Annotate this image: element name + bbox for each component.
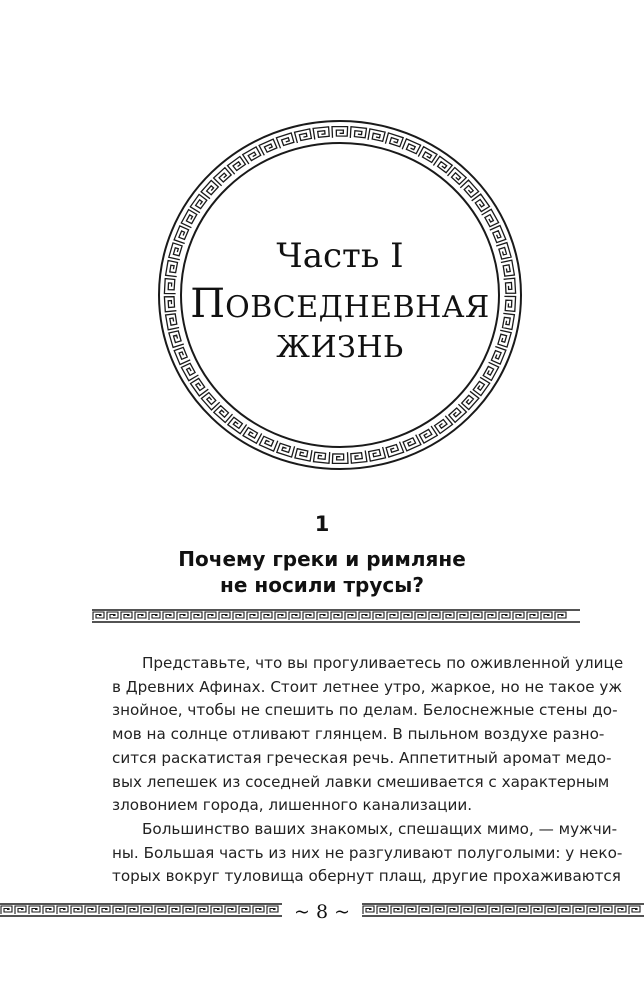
text-line: Большинство ваших знакомых, спешащих мимо, — мужчи- (142, 819, 618, 838)
chapter-number: 1 (314, 512, 330, 536)
text-line: зловонием города, лишенного канализации. (112, 796, 473, 815)
text-line: ны. Большая часть из них не разгуливают полуголыми: у неко- (112, 843, 623, 862)
chapter-title (0, 546, 644, 598)
text-line: торых вокруг туловища обернут плащ, другие прохаживаются (112, 867, 621, 886)
greek-key-divider (92, 609, 580, 623)
part-title-initial: П (190, 281, 226, 327)
chapter-title-line2: не носили трусы? (220, 573, 424, 597)
text-line: Представьте, что вы прогуливаетесь по оживленной улице (142, 654, 624, 672)
text-line: знойное, чтобы не спешить по делам. Белоснежные стены до- (112, 701, 618, 720)
part-title-line2: ЖИЗНЬ (276, 330, 404, 365)
text-line: вых лепешек из соседней лавки смешивается с характерным (112, 772, 610, 791)
part-label: Часть I (276, 236, 404, 276)
greek-key-footer-right (362, 903, 644, 917)
text-line: в Древних Афинах. Стоит летнее утро, жаркое, но не такое уж (112, 677, 623, 696)
part-title-line1 (152, 280, 528, 332)
page-number: ~ 8 ~ (293, 901, 350, 923)
greek-key-footer-left (0, 903, 282, 917)
chapter-title-line1: Почему греки и римляне (178, 547, 466, 571)
part-title-rest: ОВСЕДНЕВНАЯ (225, 290, 490, 325)
text-line: мов на солнце отливают глянцем. В пыльном воздухе разно- (112, 725, 605, 744)
text-line: сится раскатистая греческая речь. Аппетитный аромат медо- (112, 748, 612, 767)
body-text (112, 652, 624, 889)
